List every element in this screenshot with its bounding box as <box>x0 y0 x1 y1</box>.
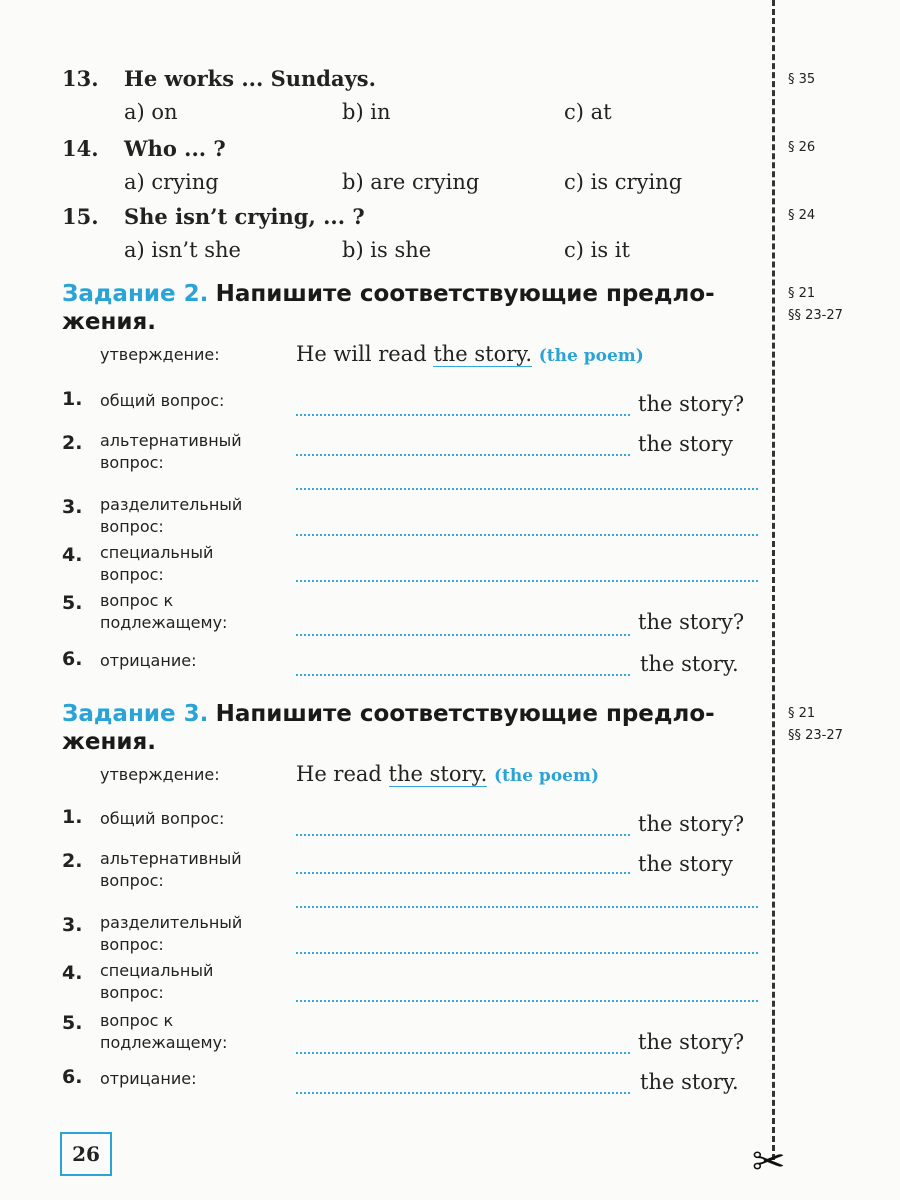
answer-line[interactable] <box>296 834 630 836</box>
statement-underlined: the story. <box>433 342 533 366</box>
hint-text: (the poem) <box>493 766 600 786</box>
row-label: общий вопрос: <box>100 809 225 828</box>
statement-sentence <box>296 342 644 366</box>
statement-underlined: the story. <box>388 762 488 786</box>
question-text: She isn’t crying, ... ? <box>124 204 365 229</box>
option-c[interactable]: c) is it <box>564 238 630 262</box>
answer-line[interactable] <box>296 414 630 416</box>
option-a[interactable]: a) crying <box>124 170 219 194</box>
page-number: 26 <box>60 1132 112 1176</box>
scissors-icon: ✂ <box>752 1139 786 1185</box>
paragraph-ref: § 21 <box>788 286 816 301</box>
paragraph-ref: § 24 <box>788 208 816 223</box>
task-heading <box>62 700 715 756</box>
answer-line[interactable] <box>296 580 758 582</box>
option-c[interactable]: c) at <box>564 100 612 124</box>
row-tail: the story <box>638 432 733 456</box>
task-label: Задание 3. <box>62 701 209 727</box>
row-label: общий вопрос: <box>100 391 225 410</box>
row-number: 2. <box>62 850 83 872</box>
row-label: альтернативный вопрос: <box>100 431 242 472</box>
option-c[interactable]: c) is crying <box>564 170 683 194</box>
task-label: Задание 2. <box>62 281 209 307</box>
row-number: 6. <box>62 1066 83 1088</box>
row-number: 5. <box>62 1012 83 1034</box>
statement-prefix: He will read <box>296 342 434 366</box>
row-number: 4. <box>62 962 83 984</box>
question-number: 13. <box>62 66 99 91</box>
answer-line[interactable] <box>296 454 630 456</box>
row-tail: the story <box>638 852 733 876</box>
answer-line[interactable] <box>296 674 630 676</box>
question-number: 15. <box>62 204 99 229</box>
task-heading <box>62 280 715 336</box>
answer-line[interactable] <box>296 1000 758 1002</box>
row-tail: the story. <box>640 652 739 676</box>
question-text: He works ... Sundays. <box>124 66 376 91</box>
row-label: отрицание: <box>100 1069 197 1088</box>
paragraph-ref: § 26 <box>788 140 816 155</box>
row-label: разделительный вопрос: <box>100 495 243 536</box>
row-number: 5. <box>62 592 83 614</box>
row-label: специальный вопрос: <box>100 543 214 584</box>
option-b[interactable]: b) is she <box>342 238 432 262</box>
statement-label: утверждение: <box>100 765 220 784</box>
answer-line[interactable] <box>296 488 758 490</box>
statement-sentence <box>296 762 599 786</box>
answer-line[interactable] <box>296 634 630 636</box>
paragraph-ref: § 35 <box>788 72 816 87</box>
row-number: 3. <box>62 496 83 518</box>
row-number: 1. <box>62 388 83 410</box>
answer-line[interactable] <box>296 952 758 954</box>
question-text: Who ... ? <box>124 136 226 161</box>
row-tail: the story? <box>638 1030 745 1054</box>
answer-line[interactable] <box>296 1052 630 1054</box>
question-number: 14. <box>62 136 99 161</box>
row-label: вопрос к подлежащему: <box>100 591 228 632</box>
row-number: 3. <box>62 914 83 936</box>
row-tail: the story? <box>638 812 745 836</box>
paragraph-ref-range: §§ 23-27 <box>788 728 843 743</box>
row-number: 6. <box>62 648 83 670</box>
statement-prefix: He read <box>296 762 389 786</box>
task-instruction-cont: жения. <box>62 309 156 335</box>
answer-line[interactable] <box>296 534 758 536</box>
option-a[interactable]: a) isn’t she <box>124 238 241 262</box>
option-b[interactable]: b) in <box>342 100 391 124</box>
row-label: вопрос к подлежащему: <box>100 1011 228 1052</box>
row-tail: the story. <box>640 1070 739 1094</box>
task-instruction-cont: жения. <box>62 729 156 755</box>
cut-line <box>772 0 775 1160</box>
row-tail: the story? <box>638 392 745 416</box>
hint-text: (the poem) <box>538 346 644 366</box>
statement-label: утверждение: <box>100 345 220 364</box>
row-number: 1. <box>62 806 83 828</box>
task-instruction: Напишите соответствующие предло- <box>215 701 715 727</box>
paragraph-ref-range: §§ 23-27 <box>788 308 843 323</box>
row-label: альтернативный вопрос: <box>100 849 242 890</box>
option-b[interactable]: b) are crying <box>342 170 480 194</box>
answer-line[interactable] <box>296 906 758 908</box>
row-label: отрицание: <box>100 651 197 670</box>
row-tail: the story? <box>638 610 745 634</box>
answer-line[interactable] <box>296 1092 630 1094</box>
row-label: разделительный вопрос: <box>100 913 243 954</box>
row-label: специальный вопрос: <box>100 961 214 1002</box>
row-number: 4. <box>62 544 83 566</box>
task-instruction: Напишите соответствующие предло- <box>215 281 715 307</box>
paragraph-ref: § 21 <box>788 706 816 721</box>
row-number: 2. <box>62 432 83 454</box>
answer-line[interactable] <box>296 872 630 874</box>
option-a[interactable]: a) on <box>124 100 178 124</box>
